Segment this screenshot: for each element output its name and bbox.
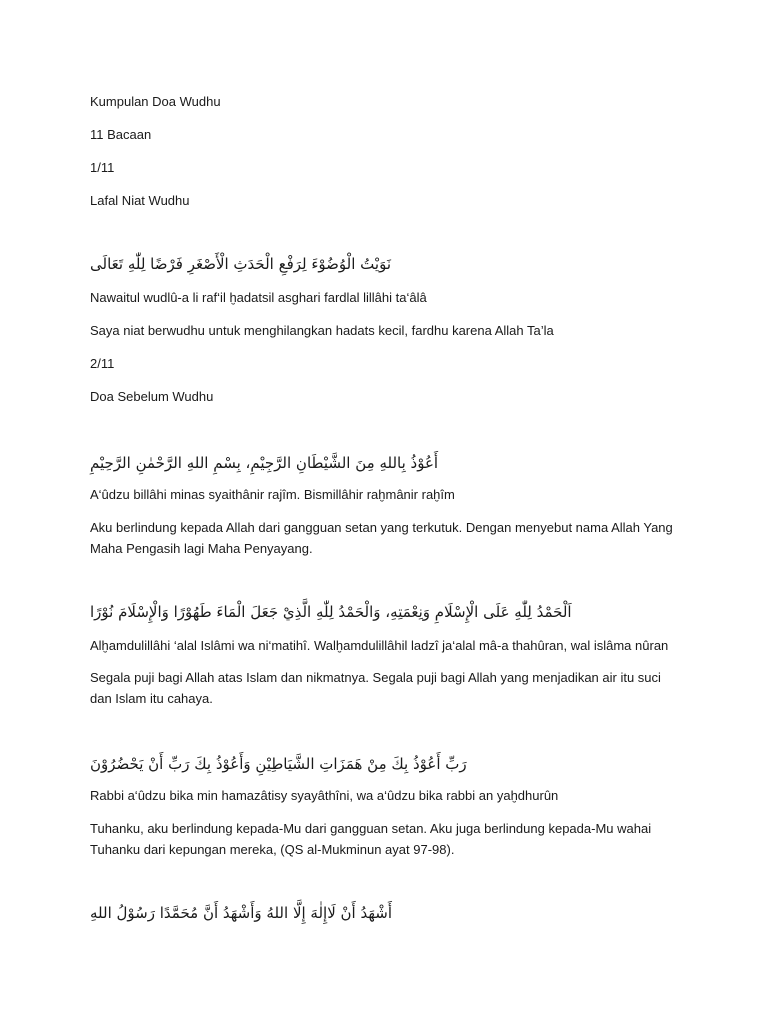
arabic-text: اَلْحَمْدُ لِلّٰهِ عَلَى الْإِسْلَامِ وَنِعْمَتِهِ، وَالْحَمْدُ لِلّٰهِ الَّذِيْ جَعَلَ الْمَاءَ طَهُوْرًا وَالْإِسْلَامَ نُوْرًا (90, 603, 572, 621)
translation-text: Aku berlindung kepada Allah dari gangguan setan yang terkutuk. Dengan menyebut nama Allah Yang Maha Pengasih lagi Maha Penyayang. (90, 520, 673, 556)
section-number: 1/11 (90, 160, 115, 175)
arabic-text: رَبِّ أَعُوْذُ بِكَ مِنْ هَمَزَاتِ الشَّيَاطِيْنِ وَأَعُوْذُ بِكَ رَبِّ أَنْ يَحْضُرُوْنَ (90, 755, 467, 773)
section-heading: Lafal Niat Wudhu (90, 193, 190, 208)
latin-transliteration: Nawaitul wudlû-a li raf‘il ḫadatsil asghari fardlal lillâhi ta‘âlâ (90, 290, 427, 305)
latin-transliteration: Alḫamdulillâhi ‘alal Islâmi wa ni‘matihî. Walḫamdulillâhil ladzî ja‘alal mâ-a thahûran, wal islâma nûran (90, 638, 669, 653)
section-heading: Doa Sebelum Wudhu (90, 389, 214, 404)
document-title: Kumpulan Doa Wudhu (90, 94, 221, 109)
translation-text: Segala puji bagi Allah atas Islam dan nikmatnya. Segala puji bagi Allah yang menjadikan air itu suci dan Islam itu cahaya. (90, 670, 661, 706)
arabic-text: أَعُوْذُ بِاللهِ مِنَ الشَّيْطَانِ الرَّجِيْمِ، بِسْمِ اللهِ الرَّحْمٰنِ الرَّحِيْمِ (90, 454, 439, 472)
reading-count: 11 Bacaan (90, 127, 152, 142)
arabic-text: أَشْهَدُ أَنْ لَاإِلٰهَ إِلَّا اللهُ وَأَشْهَدُ أَنَّ مُحَمَّدًا رَسُوْلُ اللهِ (90, 904, 393, 922)
arabic-text: نَوَيْتُ الْوُضُوْءَ لِرَفْعِ الْحَدَثِ الْأَصْغَرِ فَرْضًا لِلّٰهِ تَعَالَى (90, 255, 392, 273)
translation-text: Saya niat berwudhu untuk menghilangkan hadats kecil, fardhu karena Allah Ta’la (90, 323, 554, 338)
section-number: 2/11 (90, 356, 115, 371)
latin-transliteration: A‘ûdzu billâhi minas syaithânir rajîm. Bismillâhir raḫmânir raḫîm (90, 487, 455, 502)
latin-transliteration: Rabbi a‘ûdzu bika min hamazâtisy syayâthîni, wa a‘ûdzu bika rabbi an yaḫdhurûn (90, 788, 559, 803)
translation-text: Tuhanku, aku berlindung kepada-Mu dari gangguan setan. Aku juga berlindung kepada-Mu wahai Tuhanku dari kepungan mereka, (QS al-Mukminun ayat 97-98). (90, 821, 652, 857)
